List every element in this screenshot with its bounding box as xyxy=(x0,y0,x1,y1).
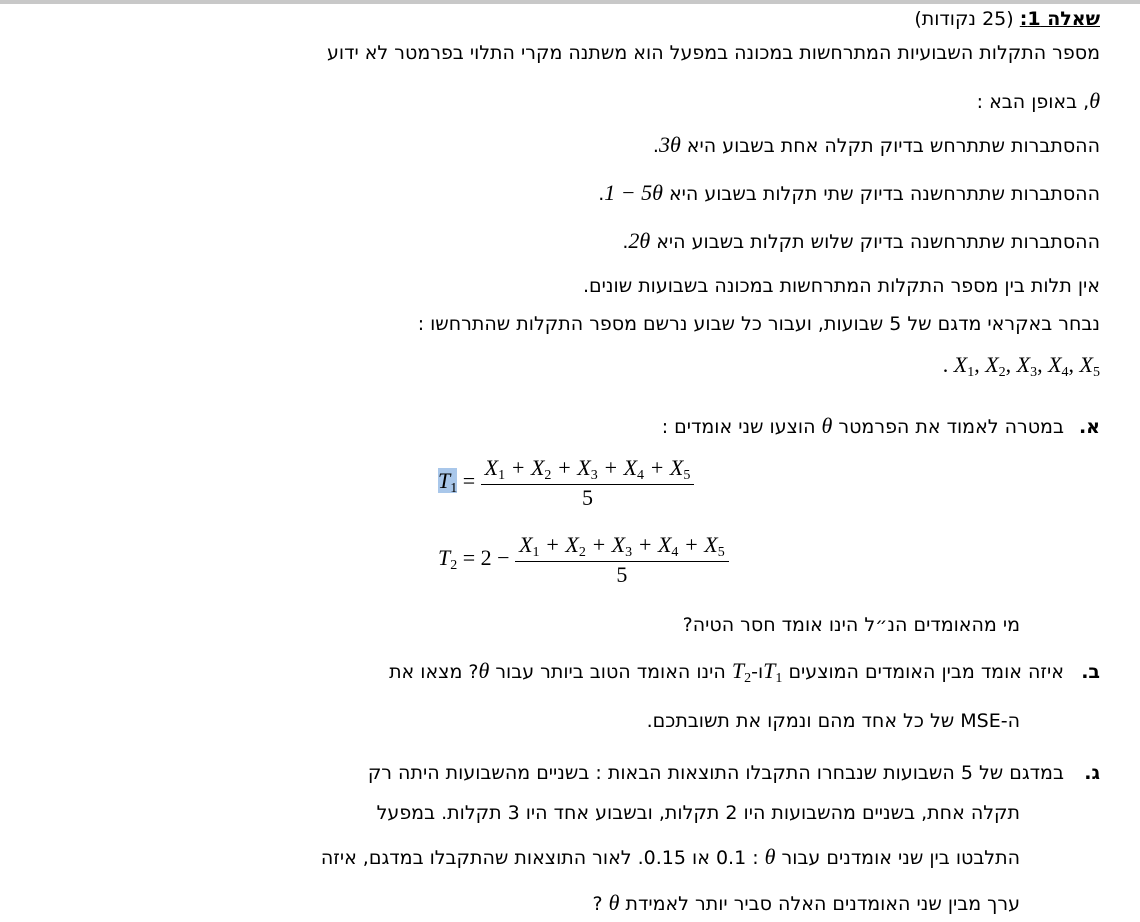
prob3-value: 2θ xyxy=(628,228,651,253)
part-b-connector: ו- xyxy=(751,661,764,683)
theta-symbol: θ xyxy=(764,844,776,869)
question-header xyxy=(914,8,1100,30)
part-a-question: מי מהאומדים הנ״ל הינו אומד חסר הטיה? xyxy=(682,614,1020,636)
subscript: 1 xyxy=(450,481,458,497)
part-c-line-3 xyxy=(321,844,1020,870)
comma: , xyxy=(1005,352,1012,377)
part-c-letter: ג. xyxy=(1084,762,1100,784)
part-c-line-4-end: ? xyxy=(592,893,603,915)
theta-symbol: θ xyxy=(1089,88,1100,113)
part-b-text-end: ? מצאו את xyxy=(389,661,479,683)
part-c-line-1-text: במדגם של 5 השבועות שנבחרו התקבלו התוצאות הבאות : בשניים מהשבועות היתה רק xyxy=(367,762,1064,784)
part-a-letter: א. xyxy=(1078,416,1100,438)
subscript: 1 xyxy=(775,671,783,686)
probability-two-failures xyxy=(598,180,1100,206)
t2-symbol xyxy=(438,545,458,574)
part-b-text-mid: הינו האומד הטוב ביותר עבור xyxy=(495,661,726,683)
subscript: 4 xyxy=(1061,365,1069,380)
subscript: 5 xyxy=(1093,365,1100,380)
subscript: 2 xyxy=(998,365,1006,380)
prob1-text: ההסתברות שתתרחש בדיוק תקלה אחת בשבוע היא xyxy=(686,135,1100,157)
x-symbol: X xyxy=(1079,352,1093,377)
t1-symbol xyxy=(438,468,458,497)
t2-equals: = 2 − xyxy=(462,545,510,571)
t-letter: T xyxy=(763,658,776,683)
sample-statement: נבחר באקראי מדגם של 5 שבועות, ועבור כל שבוע נרשם מספר התקלות שהתרחשו : xyxy=(417,313,1100,335)
probability-one-failure xyxy=(653,132,1100,158)
t2-fraction xyxy=(515,532,729,588)
t-letter: T xyxy=(438,468,451,494)
prob3-text: ההסתברות שתתרחשנה בדיוק שלוש תקלות בשבוע היא xyxy=(656,231,1100,253)
part-c-line-1 xyxy=(368,762,1100,784)
part-c-line-3-end: : 0.1 או 0.15. לאור התוצאות שהתקבלו במדגם, איזה xyxy=(320,847,759,869)
estimator-t1-formula xyxy=(438,455,694,511)
t1-numerator: $X_1 + X_2 + X_3 + X_4 + X_5$ xyxy=(481,455,695,485)
t-letter: T xyxy=(731,658,745,683)
estimator-t2-formula xyxy=(438,532,729,588)
intro-line-1: מספר התקלות השבועיות המתרחשות במכונה במפעל הוא משתנה מקרי התלוי בפרמטר לא ידוע xyxy=(327,42,1100,64)
comma: , xyxy=(1037,352,1043,377)
t2-inline xyxy=(732,658,751,687)
subscript: 2 xyxy=(744,671,752,686)
part-b-letter: ב. xyxy=(1081,661,1100,683)
part-b-text-start: איזה אומד מבין האומדים המוצעים xyxy=(788,661,1064,683)
prob2-value: 1 − 5θ xyxy=(604,180,663,205)
question-title-colon: : xyxy=(1019,8,1028,30)
t2-denominator: 5 xyxy=(616,562,628,587)
part-c-line-2: תקלה אחת, בשניים מהשבועות היו 2 תקלות, ובשבוע אחד היו 3 תקלות. במפעל xyxy=(376,802,1020,824)
theta-symbol: θ xyxy=(821,413,833,438)
sample-period: . xyxy=(942,352,949,377)
x-symbol: X xyxy=(1016,352,1031,377)
t-letter: T xyxy=(438,545,451,571)
part-a-text: במטרה לאמוד את הפרמטר xyxy=(838,416,1064,438)
subscript: 2 xyxy=(450,558,458,574)
intro-line-2 xyxy=(977,88,1100,114)
question-points: (25 נקודות) xyxy=(914,8,1014,30)
comma: , xyxy=(974,352,980,377)
x-symbol: X xyxy=(985,352,999,377)
theta-symbol: θ xyxy=(478,658,490,683)
prob1-period: . xyxy=(652,135,659,157)
t1-equals: = xyxy=(462,468,476,494)
question-title: שאלה 1 xyxy=(1027,8,1100,30)
part-c-line-3-start: התלבטו בין שני אומדנים עבור xyxy=(781,847,1020,869)
theta-symbol: θ xyxy=(608,890,620,915)
part-b-line-1 xyxy=(389,658,1100,687)
x-symbol: X xyxy=(953,352,968,377)
intro-line-2-text: , באופן הבא : xyxy=(976,91,1090,113)
prob3-period: . xyxy=(622,231,629,253)
t1-fraction xyxy=(481,455,695,511)
t1-inline xyxy=(763,658,782,687)
sample-variables xyxy=(943,352,1100,381)
subscript: 1 xyxy=(967,365,975,380)
independence-statement: אין תלות בין מספר התקלות המתרחשות במכונה בשבועות שונים. xyxy=(583,275,1100,297)
t1-denominator: 5 xyxy=(581,485,593,510)
prob2-text: ההסתברות שתתרחשנה בדיוק שתי תקלות בשבוע היא xyxy=(668,183,1100,205)
x-symbol: X xyxy=(1048,352,1062,377)
part-b-line-2: ה-MSE של כל אחד מהם ונמקו את תשובתכם. xyxy=(646,710,1020,732)
window-top-border xyxy=(0,0,1140,4)
prob1-value: 3θ xyxy=(658,132,681,157)
part-a xyxy=(662,413,1100,439)
comma: , xyxy=(1068,352,1075,377)
part-c-line-4-start: ערך מבין שני האומדנים האלה סביר יותר לאמידת xyxy=(625,893,1020,915)
t2-numerator: $X_1 + X_2 + X_3 + X_4 + X_5$ xyxy=(515,532,729,562)
prob2-period: . xyxy=(598,183,605,205)
part-a-text-after: הוצעו שני אומדים : xyxy=(661,416,816,438)
subscript: 3 xyxy=(1030,365,1038,380)
probability-three-failures xyxy=(622,228,1100,254)
part-c-line-4 xyxy=(592,890,1020,916)
